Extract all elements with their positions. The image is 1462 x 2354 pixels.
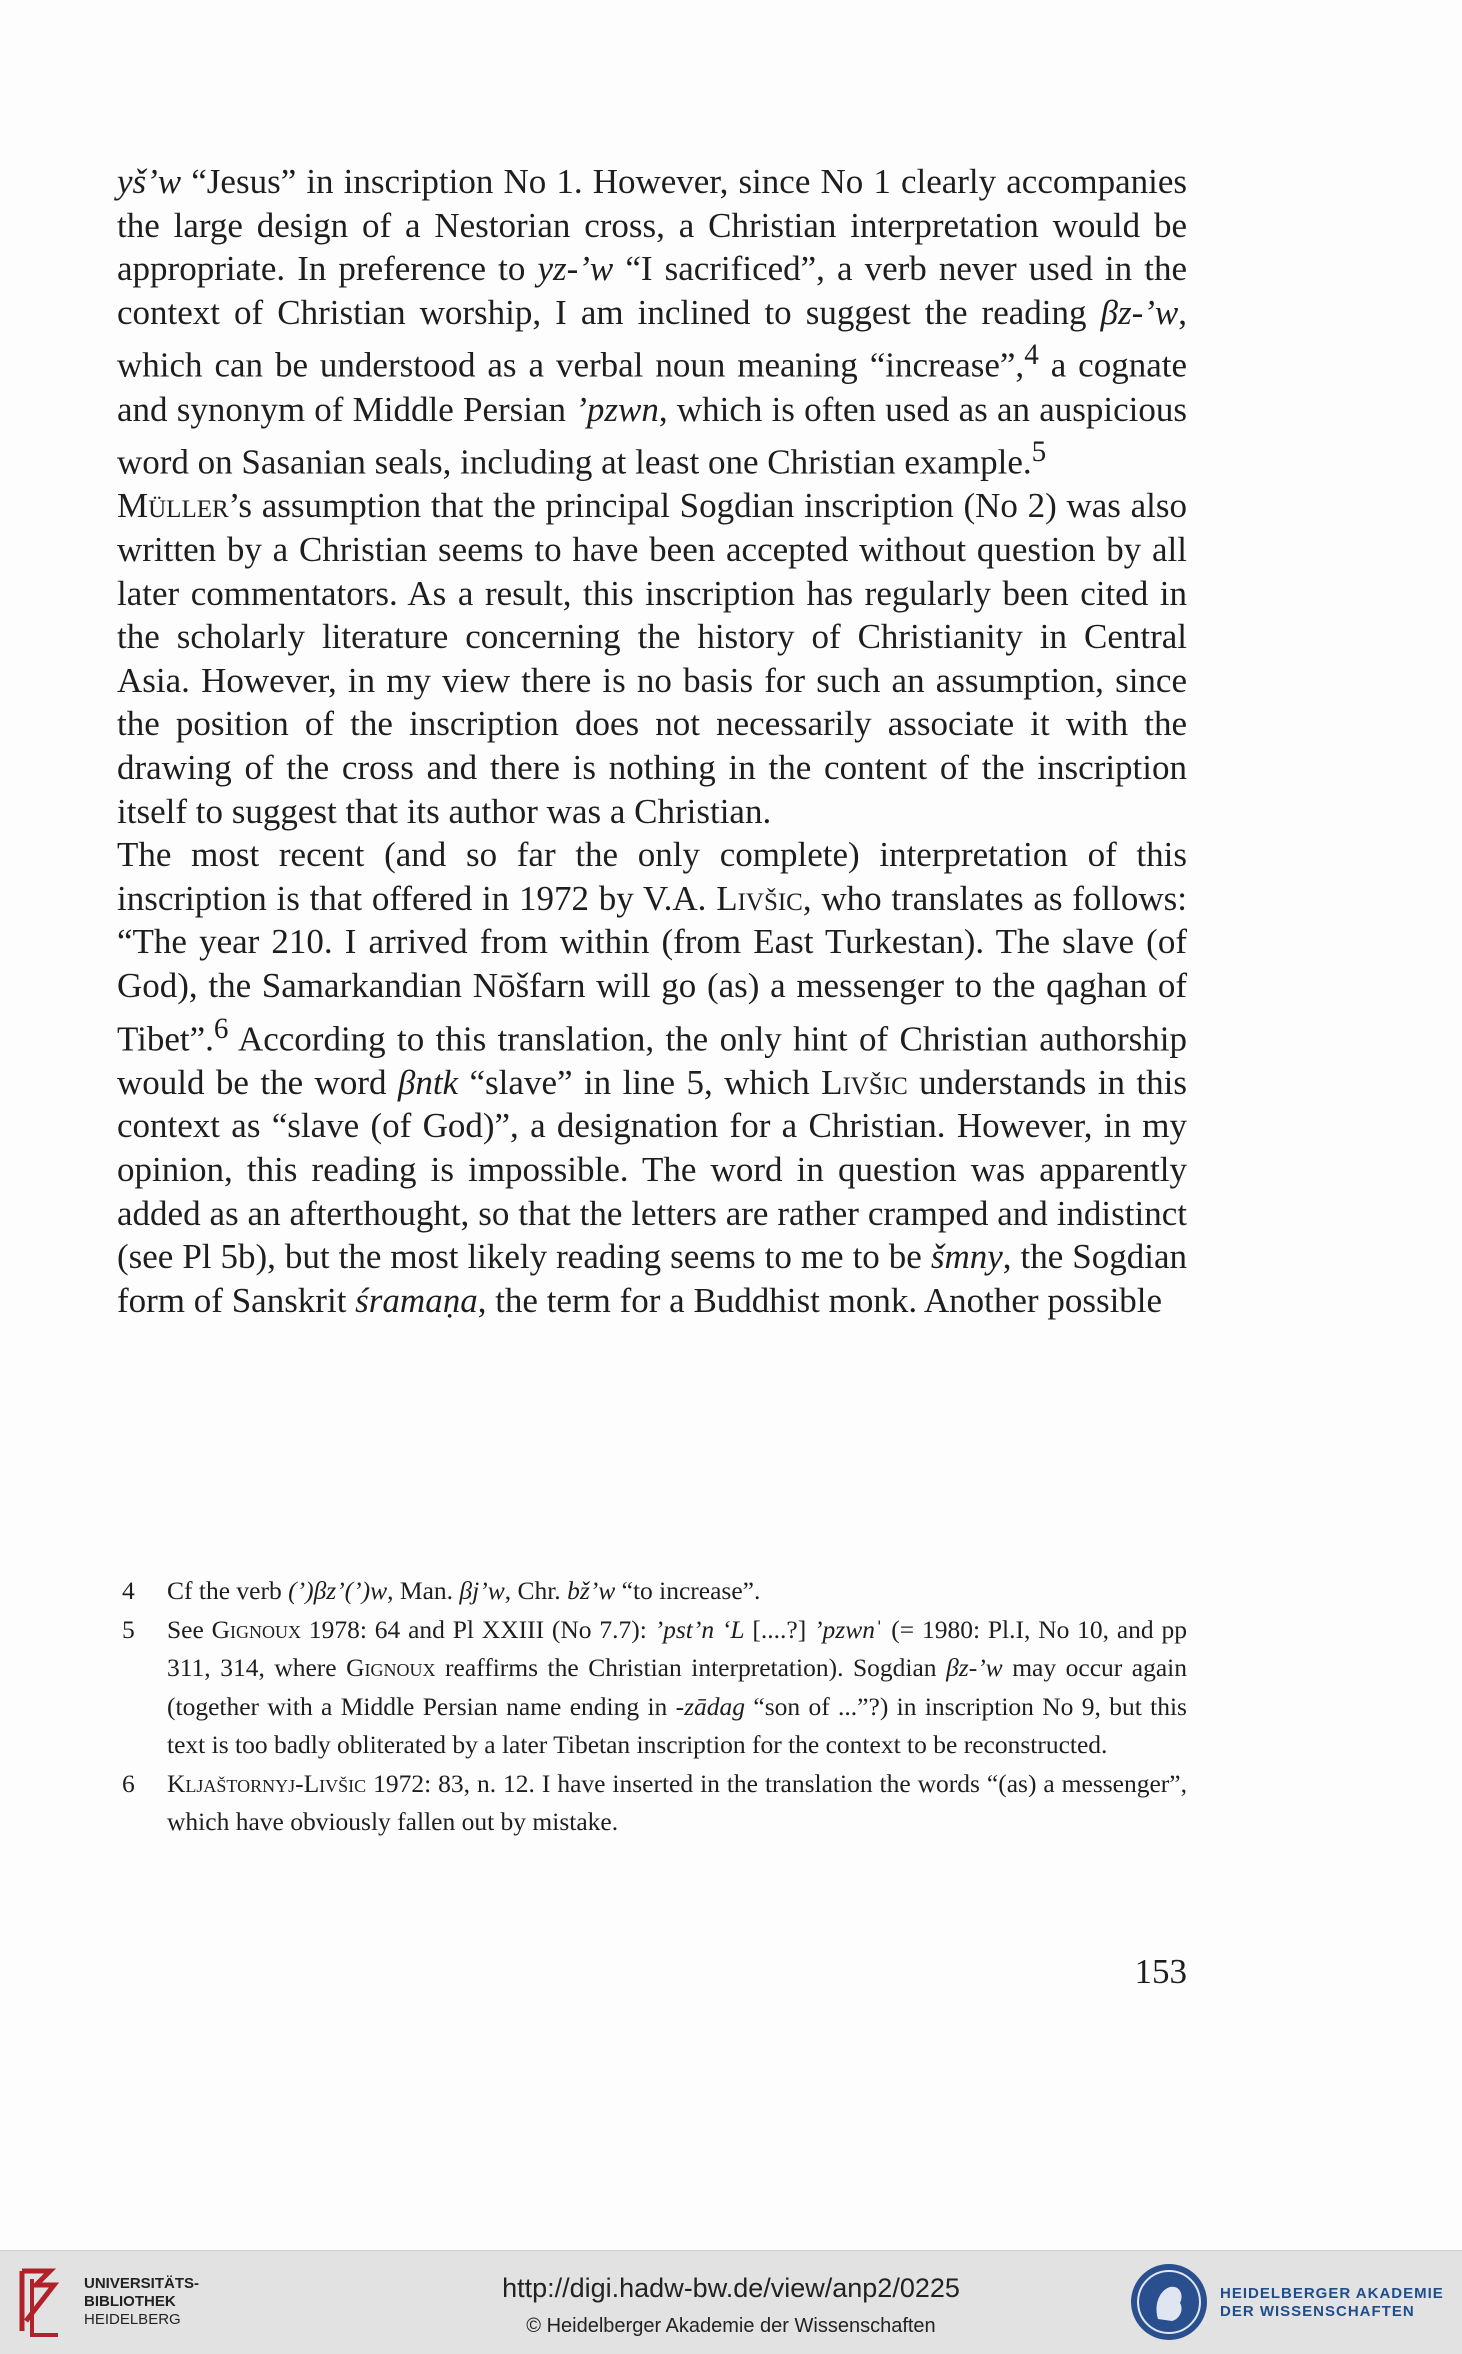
text-run: “I sacrificed”, a verb never used in the context of Christian worship, I am inclined to suggest the reading xyxy=(117,249,1187,332)
page-number: 153 xyxy=(1134,1952,1187,1991)
italic-term: βntk xyxy=(397,1062,459,1102)
footnote-number: 4 xyxy=(122,1576,135,1605)
italic-term: śramaṇa xyxy=(355,1280,478,1320)
italic-term: ’pzwn xyxy=(814,1614,875,1644)
text-run: , which is often used as an auspicious word on Sasanian seals, including at least one Christian example. xyxy=(117,389,1187,482)
hadw-label-line: HEIDELBERGER AKADEMIE xyxy=(1220,2285,1444,2302)
author-name: Livšic xyxy=(821,1062,908,1102)
text-run: understands in this context as “slave (of God)”, a designation for a Christian. However, in my opinion, this reading is impossible. The word in question was apparently added as an afterthought, so that the letters are rather cramped and indistinct (see Pl 5b), but the most likely reading seems to me to be xyxy=(117,1062,1187,1277)
paragraph-1 xyxy=(117,160,1187,484)
text-run: a cognate and synonym of Middle Persian xyxy=(117,346,1187,429)
italic-term: (’)βz’(’)w xyxy=(288,1576,388,1605)
text-run: Cf the verb xyxy=(167,1576,289,1605)
italic-term: bž’w xyxy=(567,1576,616,1605)
paragraph-2 xyxy=(117,484,1187,833)
viewer-footer xyxy=(0,2250,1462,2354)
text-run: , Chr. xyxy=(504,1576,568,1605)
ub-label-line: UNIVERSITÄTS- xyxy=(84,2275,200,2292)
text-run: “slave” in line 5, which xyxy=(458,1062,822,1102)
copyright-notice: © Heidelberger Akademie der Wissenschaften xyxy=(526,2315,936,2337)
footnote-number: 6 xyxy=(122,1768,135,1798)
text-run: , Man. xyxy=(387,1576,460,1605)
author-name: Livšic xyxy=(716,878,803,918)
italic-term: -zādag xyxy=(675,1691,746,1721)
text-run: ˈ (= 1980: Pl.I, No 10, and pp 311, 314, where xyxy=(167,1614,1187,1682)
hadw-label xyxy=(1220,2285,1444,2321)
footnote-5 xyxy=(122,1611,1187,1765)
italic-term: βz-’w xyxy=(946,1653,1003,1682)
italic-term: yz-’w xyxy=(537,249,614,289)
italic-term: βz-’w xyxy=(1100,292,1179,332)
hadw-label-line: DER WISSENSCHAFTEN xyxy=(1220,2303,1415,2320)
text-run: ’s assumption that the principal Sogdian inscription (No 2) was also written by a Christian seems to have been accepted without question by all later commentators. As a result, this inscription has regularly been cited in the scholarly literature concerning the history of Christianity in Central Asia. However, in my view there is no basis for such an assumption, since the position of the inscription does not necessarily associate it with the drawing of the cross and there is nothing in the content of the inscription itself to suggest that its author was a Christian. xyxy=(117,486,1187,831)
italic-term: ’pzwn xyxy=(575,389,659,429)
footnote-6 xyxy=(122,1765,1187,1842)
text-run: , which can be understood as a verbal noun meaning “increase”, xyxy=(117,292,1187,386)
text-run: , the Sogdian form of Sanskrit xyxy=(117,1237,1187,1320)
italic-term: šmny xyxy=(930,1237,1003,1277)
main-text xyxy=(117,160,1187,1322)
text-run: 1972: 83, n. 12. I have inserted in the translation the words “(as) a messenger”, which have obviously fallen out by mistake. xyxy=(167,1768,1187,1836)
text-run: The most recent (and so far the only complete) interpretation of this inscription is that offered in 1972 by V.A. xyxy=(117,835,1187,918)
text-run: See xyxy=(167,1614,212,1644)
text-run: reaffirms the Christian interpretation). Sogdian xyxy=(435,1653,947,1682)
footnote-ref-5[interactable]: 5 xyxy=(1031,436,1047,469)
ub-label-line: HEIDELBERG xyxy=(84,2311,181,2328)
hadw-seal-icon[interactable] xyxy=(1128,2261,1210,2343)
text-run: According to this translation, the only hint of Christian authorship would be the word xyxy=(117,1019,1187,1102)
text-run: may occur again (together with a Middle Persian name ending in xyxy=(167,1653,1187,1721)
author-name: Müller xyxy=(117,486,229,526)
permalink-url[interactable]: http://digi.hadw-bw.de/view/anp2/0225 xyxy=(502,2273,960,2303)
footnote-ref-6[interactable]: 6 xyxy=(213,1012,229,1045)
italic-term: βj’w xyxy=(459,1576,505,1605)
text-run: 1978: 64 and Pl XXIII (No 7.7): xyxy=(301,1614,655,1644)
ub-label-line: BIBLIOTHEK xyxy=(84,2293,176,2310)
footnote-4 xyxy=(122,1572,1187,1611)
paragraph-3 xyxy=(117,833,1187,1322)
text-run: “son of ...”?) in inscription No 9, but this text is too badly obliterated by a later Tibetan inscription for the context to be reconstructed. xyxy=(167,1691,1187,1759)
author-name: Gignoux xyxy=(211,1614,302,1644)
text-run: , who translates as follows: “The year 210. I arrived from within (from East Turkestan). The slave (of God), the Samarkandian Nōšfarn will go (as) a messenger to the qaghan of Tibet”. xyxy=(117,878,1187,1059)
text-run: [....?] xyxy=(744,1614,815,1644)
text-run: “to increase”. xyxy=(615,1576,761,1605)
italic-term: yš’w xyxy=(117,162,182,201)
text-run: “Jesus” in inscription No 1. However, since No 1 clearly accompanies the large design of a Nestorian cross, a Christian interpretation would be appropriate. In preference to xyxy=(117,162,1187,289)
author-name: Kljaštornyj-Livšic xyxy=(167,1768,367,1798)
italic-term: ’pst’n ‘L xyxy=(654,1614,745,1644)
footnote-ref-4[interactable]: 4 xyxy=(1024,339,1039,372)
footnote-number: 5 xyxy=(122,1614,135,1644)
author-name: Gignoux xyxy=(346,1653,436,1682)
text-run: , the term for a Buddhist monk. Another possible xyxy=(477,1280,1163,1320)
footnotes xyxy=(122,1572,1187,1842)
